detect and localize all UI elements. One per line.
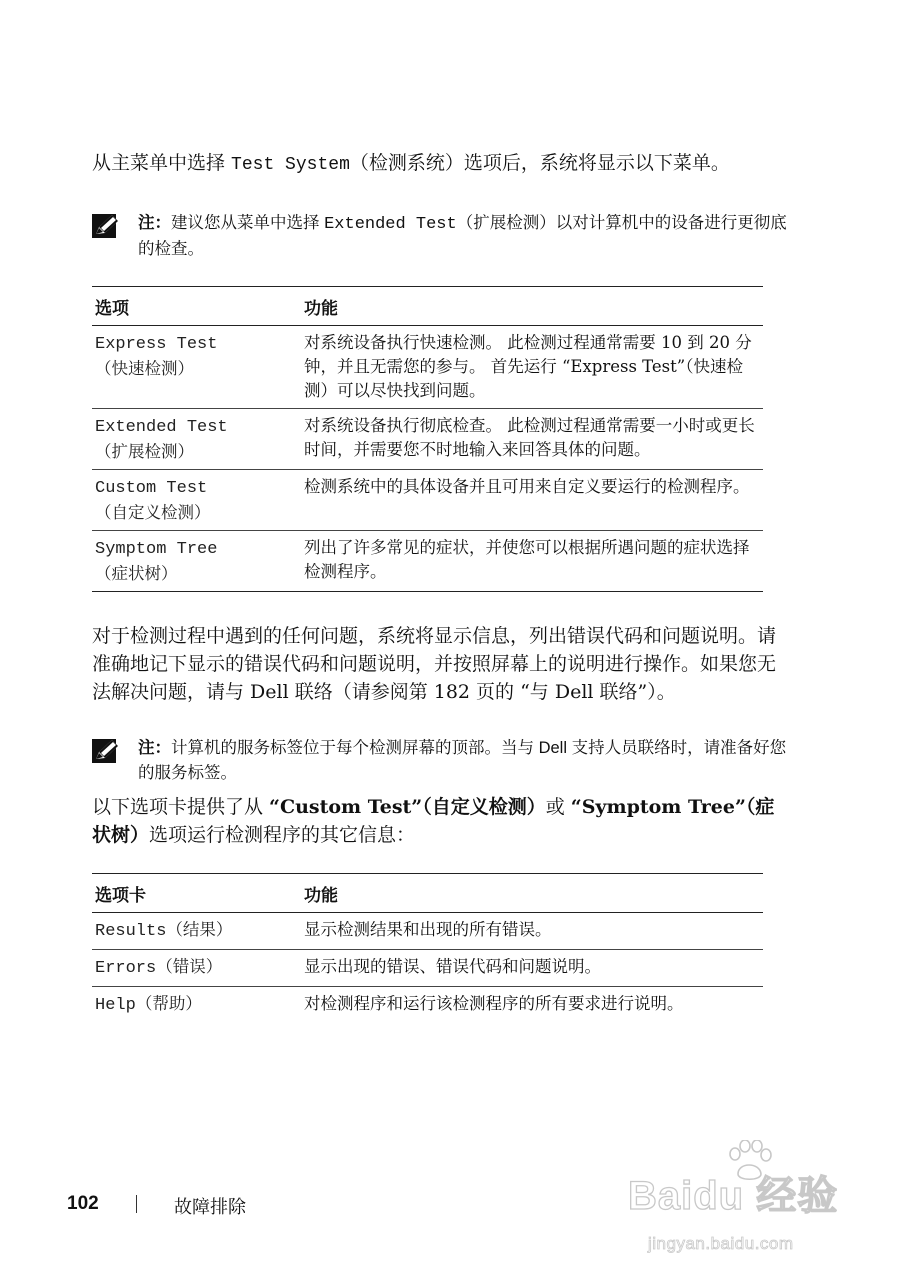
- option-description: 检测系统中的具体设备并且可用来自定义要运行的检测程序。: [301, 470, 763, 531]
- table-row: [92, 470, 763, 531]
- pencil-note-icon: [92, 738, 122, 764]
- option-name: Custom Test: [95, 479, 208, 498]
- section-title: 故障排除: [174, 1197, 246, 1217]
- table-row: [92, 987, 763, 1024]
- column-header-tab: 选项卡: [92, 874, 301, 913]
- option-name-cn: （快速检测）: [95, 359, 194, 378]
- option-description: 对系统设备执行彻底检查。 此检测过程通常需要一小时或更长时间，并需要您不时地输入来回答具体的问题。: [301, 409, 763, 470]
- test-options-table: [92, 286, 763, 592]
- tab-name-cn: （错误）: [156, 957, 223, 976]
- tab-name-cn: （帮助）: [135, 994, 202, 1013]
- table-header-row: [92, 287, 763, 326]
- tabs-info-paragraph: 以下选项卡提供了从 “Custom Test”（自定义检测）或 “Symptom Tree”（症状树）选项运行检测程序的其它信息：: [92, 796, 775, 846]
- option-name-cn: （症状树）: [95, 564, 178, 583]
- table-row: [92, 409, 763, 470]
- tab-name-cn: （结果）: [166, 920, 233, 939]
- pencil-note-icon: [92, 213, 122, 239]
- tab-name: Errors: [95, 959, 157, 978]
- watermark-logo: Baidu 经验: [628, 1174, 839, 1218]
- error-info-paragraph: 对于检测过程中遇到的任何问题，系统将显示信息，列出错误代码和问题说明。请准确地记下显示的错误代码和问题说明，并按照屏幕上的说明进行操作。如果您无法解决问题，请与 Dell 联络（请参阅第 182 页的 “与 Dell 联络”）。: [92, 625, 777, 703]
- note-extended-test: 注：建议您从菜单中选择 Extended Test（扩展检测）以对计算机中的设备进行更彻底的检查。: [92, 211, 792, 262]
- option-name-cn: （扩展检测）: [95, 442, 194, 461]
- table-row: [92, 913, 763, 950]
- tab-description: 显示出现的错误、错误代码和问题说明。: [301, 950, 763, 987]
- column-header-function: 功能: [301, 287, 763, 326]
- tab-name: Results: [95, 922, 167, 941]
- table-row: [92, 531, 763, 592]
- tab-description: 对检测程序和运行该检测程序的所有要求进行说明。: [304, 994, 684, 1013]
- note-service-tag: 注：计算机的服务标签位于每个检测屏幕的顶部。当与 Dell 支持人员联络时，请准备好您的服务标签。: [92, 736, 792, 786]
- table-row: [92, 950, 763, 987]
- table-header-row: [92, 874, 763, 913]
- footer-divider: [136, 1195, 137, 1213]
- option-name: Symptom Tree: [95, 540, 218, 559]
- tab-description: 显示检测结果和出现的所有错误。: [301, 913, 763, 950]
- table-row: [92, 326, 763, 409]
- page-number: 102: [67, 1193, 99, 1214]
- tab-name: Help: [95, 996, 136, 1015]
- column-header-option: 选项: [92, 287, 301, 326]
- option-name: Extended Test: [95, 418, 228, 437]
- option-description: 列出了许多常见的症状，并使您可以根据所遇问题的症状选择检测程序。: [301, 531, 763, 592]
- option-description: 对系统设备执行快速检测。 此检测过程通常需要 10 到 20 分钟，并且无需您的参与。 首先运行 “Express Test”（快速检测）可以尽快找到问题。: [301, 326, 763, 409]
- baidu-watermark: [628, 1140, 848, 1270]
- column-header-function: 功能: [301, 874, 763, 913]
- intro-paragraph: 从主菜单中选择 Test System（检测系统）选项后，系统将显示以下菜单。: [92, 152, 730, 175]
- tabs-table: [92, 873, 763, 1023]
- watermark-url: jingyan.baidu.com: [648, 1234, 794, 1253]
- option-name: Express Test: [95, 335, 218, 354]
- option-name-cn: （自定义检测）: [95, 503, 211, 522]
